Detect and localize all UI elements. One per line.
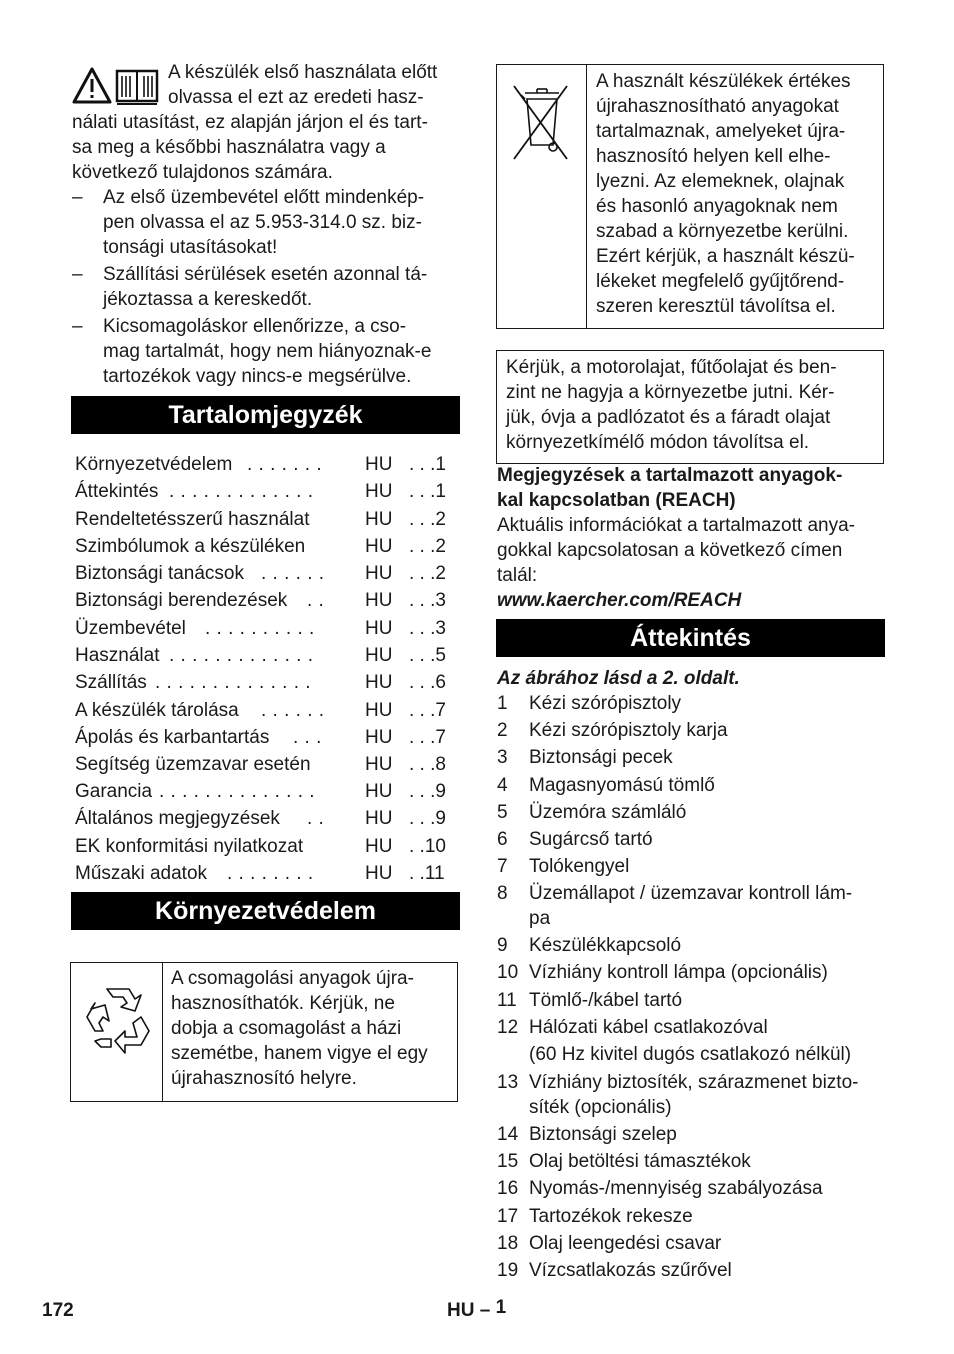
item-label: Hálózati kábel csatlakozóval [529, 1017, 768, 1038]
reach-text-line: gokkal kapcsolatosan a következő címen [497, 540, 843, 561]
toc-entry[interactable] [75, 834, 455, 861]
weee-text-line: szeren keresztül távolítsa el. [596, 296, 836, 317]
toc-entry[interactable] [75, 725, 455, 752]
toc-leader: . . . [293, 727, 322, 748]
oil-text-line: Kérjük, a motorolajat, fűtőolajat és ben- [506, 357, 837, 378]
toc-lang: HU [365, 563, 393, 584]
item-label: Vízhiány kontroll lámpa (opcionális) [529, 962, 828, 983]
bullet-text: mag tartalmát, hogy nem hiányoznak-e [103, 341, 432, 362]
bullet-text: Az első üzembevétel előtt mindenkép- [103, 187, 425, 208]
oil-notice-box [496, 350, 884, 464]
open-book-icon [117, 71, 157, 104]
item-number: 11 [497, 990, 517, 1011]
toc-page: . . .7 [409, 727, 446, 748]
toc-entry-title: Áttekintés [75, 481, 159, 502]
toc-leader: . . . . . . . [247, 454, 323, 475]
toc-heading: Tartalomjegyzék [71, 396, 460, 434]
intro-line: A készülék első használata előtt [168, 62, 438, 83]
bullet-text: Kicsomagoláskor ellenőrizze, a cso- [103, 316, 407, 337]
toc-entry[interactable] [75, 670, 455, 697]
toc-entry-title: Szimbólumok a készüléken [75, 536, 306, 557]
toc-entry[interactable] [75, 861, 455, 888]
item-label: Kézi szórópisztoly [529, 693, 682, 714]
item-label: Biztonsági szelep [529, 1124, 677, 1145]
bullet-dash: – [72, 264, 83, 285]
recycle-text-line: hasznosíthatók. Kérjük, ne [171, 993, 395, 1014]
item-number: 2 [497, 720, 508, 741]
toc-entry[interactable] [75, 779, 455, 806]
toc-entry-title: Használat [75, 645, 160, 666]
item-number: 1 [497, 693, 508, 714]
toc-entry-title: Üzembevétel [75, 618, 186, 639]
toc-lang: HU [365, 618, 393, 639]
recycle-text-line: A csomagolási anyagok újra- [171, 968, 414, 989]
toc-entry[interactable] [75, 507, 455, 534]
intro-line: nálati utasítást, ez alapján járjon el és tart- [72, 112, 428, 133]
toc-entry[interactable] [75, 616, 455, 643]
toc-lang: HU [365, 454, 393, 475]
item-number: 14 [497, 1124, 519, 1145]
toc-leader: . . . . . . [261, 563, 325, 584]
item-number: 8 [497, 883, 508, 904]
overview-subtitle: Az ábrához lásd a 2. oldalt. [497, 668, 740, 689]
toc-lang: HU [365, 836, 393, 857]
bullet-text: pen olvassa el az 5.953-314.0 sz. biz- [103, 212, 422, 233]
oil-text-line: jük, óvja a padlózatot és a fáradt olajat [506, 407, 831, 428]
item-label: Sugárcső tartó [529, 829, 653, 850]
item-label: Nyomás-/mennyiség szabályozása [529, 1178, 823, 1199]
reach-text-line: Aktuális információkat a tartalmazott anya- [497, 515, 855, 536]
toc-page: . . .3 [409, 618, 446, 639]
toc-leader: . . . . . . . . [227, 863, 314, 884]
toc-entry[interactable] [75, 643, 455, 670]
toc-entry[interactable] [75, 588, 455, 615]
footer-section-label: HU – [447, 1300, 491, 1321]
intro-line: olvassa el ezt az eredeti hasz- [168, 87, 424, 108]
toc-lang: HU [365, 754, 393, 775]
toc-leader: . . [307, 590, 325, 611]
toc-entry[interactable] [75, 698, 455, 725]
item-number: 12 [497, 1017, 519, 1038]
toc-entry[interactable] [75, 561, 455, 588]
item-label: síték (opcionális) [529, 1097, 672, 1118]
page-number: 172 [42, 1300, 74, 1321]
item-number: 10 [497, 962, 519, 983]
weee-text-line: újrahasznosítható anyagokat [596, 96, 839, 117]
reach-heading: Megjegyzések a tartalmazott anyagok- [497, 465, 843, 486]
recycle-box [70, 962, 458, 1102]
item-label: (60 Hz kivitel dugós csatlakozó nélkül) [529, 1044, 852, 1065]
toc-leader: . . . . . . . . . . . . . [169, 481, 314, 502]
item-number: 7 [497, 856, 508, 877]
toc-page: . . .7 [409, 700, 446, 721]
toc-page: . . .6 [409, 672, 446, 693]
item-label: Magasnyomású tömlő [529, 775, 715, 796]
item-label: Üzemállapot / üzemzavar kontroll lám- [529, 883, 853, 904]
item-number: 13 [497, 1072, 519, 1093]
reach-text-line: talál: [497, 565, 538, 586]
item-number: 6 [497, 829, 508, 850]
toc-lang: HU [365, 727, 393, 748]
item-number: 4 [497, 775, 508, 796]
toc-leader: . . . . . . . . . . . . . . [155, 672, 312, 693]
item-number: 5 [497, 802, 508, 823]
toc-page: . . .1 [409, 481, 446, 502]
toc-entry-title: Általános megjegyzések [75, 808, 280, 829]
toc-page: . . .2 [409, 509, 446, 530]
item-label: Tartozékok rekesze [529, 1206, 693, 1227]
weee-text-line: szabad a környezetbe kerülni. [596, 221, 849, 242]
bullet-text: tartozékok vagy nincs-e megsérülve. [103, 366, 412, 387]
toc-entry[interactable] [75, 806, 455, 833]
toc-entry-title: Szállítás [75, 672, 147, 693]
reach-link[interactable]: www.kaercher.com/REACH [497, 590, 742, 611]
item-number: 3 [497, 747, 508, 768]
toc-page: . .11 [409, 863, 445, 884]
toc-entry-title: Műszaki adatok [75, 863, 208, 884]
item-label: Vízhiány biztosíték, szárazmenet bizto- [529, 1072, 859, 1093]
item-number: 19 [497, 1260, 519, 1281]
toc-page: . . .5 [409, 645, 446, 666]
weee-text-line: tartalmaznak, amelyeket újra- [596, 121, 846, 142]
item-label: Üzemóra számláló [529, 802, 687, 823]
recycle-text-line: szemétbe, hanem vigye el egy [171, 1043, 428, 1064]
oil-text-line: zint ne hagyja a környezetbe jutni. Kér- [506, 382, 835, 403]
toc-leader: . . . . . . . . . . . . . [169, 645, 314, 666]
toc-page: . . .1 [409, 454, 446, 475]
footer-section-page: 1 [495, 1297, 507, 1318]
toc-entry-title: EK konformitási nyilatkozat [75, 836, 304, 857]
intro-line: következő tulajdonos számára. [72, 162, 333, 183]
toc-entry[interactable] [75, 452, 455, 479]
toc-page: . . .3 [409, 590, 446, 611]
toc-lang: HU [365, 481, 393, 502]
toc-entry[interactable] [75, 479, 455, 506]
toc-page: . . .9 [409, 808, 446, 829]
warning-triangle-icon [72, 66, 162, 106]
toc-lang: HU [365, 781, 393, 802]
item-number: 9 [497, 935, 508, 956]
weee-box [496, 64, 884, 329]
bullet-text: jékoztassa a kereskedőt. [103, 289, 313, 310]
toc-lang: HU [365, 509, 393, 530]
item-label: Olaj leengedési csavar [529, 1233, 722, 1254]
item-label: Vízcsatlakozás szűrővel [529, 1260, 732, 1281]
toc-entry-title: Biztonsági tanácsok [75, 563, 244, 584]
environment-heading: Környezetvédelem [71, 892, 460, 930]
item-number: 17 [497, 1206, 519, 1227]
item-number: 15 [497, 1151, 519, 1172]
item-label: pa [529, 908, 551, 929]
toc-entry-title: Garancia [75, 781, 153, 802]
item-number: 16 [497, 1178, 519, 1199]
weee-text-line: lékeket megfelelő gyűjtőrend- [596, 271, 845, 292]
bullet-text: Szállítási sérülések esetén azonnal tá- [103, 264, 428, 285]
toc-entry-title: Biztonsági berendezések [75, 590, 288, 611]
recycle-text-line: dobja a csomagolást a házi [171, 1018, 402, 1039]
item-label: Kézi szórópisztoly karja [529, 720, 728, 741]
toc-leader: . . [307, 808, 325, 829]
toc-lang: HU [365, 700, 393, 721]
toc-page: . .10 [409, 836, 446, 857]
crossed-bin-icon [511, 83, 573, 165]
toc-page: . . .2 [409, 563, 446, 584]
toc-page: . . .2 [409, 536, 446, 557]
toc-entry-title: Ápolás és karbantartás [75, 727, 270, 748]
toc-entry-title: Környezetvédelem [75, 454, 233, 475]
toc-lang: HU [365, 672, 393, 693]
toc-entry-title: A készülék tárolása [75, 700, 239, 721]
weee-text-line: és hasonló anyagoknak nem [596, 196, 838, 217]
toc-page: . . .8 [409, 754, 446, 775]
overview-heading: Áttekintés [496, 619, 885, 657]
weee-text-line: Ezért kérjük, a használt készü- [596, 246, 855, 267]
toc-entry-title: Segítség üzemzavar esetén [75, 754, 311, 775]
item-label: Olaj betöltési támasztékok [529, 1151, 751, 1172]
toc-lang: HU [365, 536, 393, 557]
item-number: 18 [497, 1233, 519, 1254]
item-label: Tolókengyel [529, 856, 630, 877]
bullet-text: tonsági utasításokat! [103, 237, 278, 258]
bullet-dash: – [72, 187, 83, 208]
recycle-icon [81, 983, 155, 1057]
toc-leader: . . . . . . . . . . . . . . [159, 781, 316, 802]
weee-text-line: hasznosító helyen kell elhe- [596, 146, 831, 167]
warning-icons [72, 66, 162, 106]
recycle-text-line: újrahasznosító helyre. [171, 1068, 357, 1089]
toc-leader: . . . . . . . . . . [205, 618, 315, 639]
toc-lang: HU [365, 645, 393, 666]
toc-lang: HU [365, 808, 393, 829]
item-label: Biztonsági pecek [529, 747, 673, 768]
oil-text-line: környezetkímélő módon távolítsa el. [506, 432, 810, 453]
bullet-dash: – [72, 316, 83, 337]
toc-leader: . . . . . . [261, 700, 325, 721]
item-label: Készülékkapcsoló [529, 935, 682, 956]
toc-entry[interactable] [75, 752, 455, 779]
weee-text-line: A használt készülékek értékes [596, 71, 851, 92]
reach-heading: kal kapcsolatban (REACH) [497, 490, 736, 511]
toc-lang: HU [365, 590, 393, 611]
toc-lang: HU [365, 863, 393, 884]
weee-text-line: lyezni. Az elemeknek, olajnak [596, 171, 845, 192]
toc-entry[interactable] [75, 534, 455, 561]
footer-section [447, 1298, 506, 1323]
toc-page: . . .9 [409, 781, 446, 802]
toc-entry-title: Rendeltetésszerű használat [75, 509, 310, 530]
intro-line: sa meg a későbbi használatra vagy a [72, 137, 386, 158]
item-label: Tömlő-/kábel tartó [529, 990, 683, 1011]
